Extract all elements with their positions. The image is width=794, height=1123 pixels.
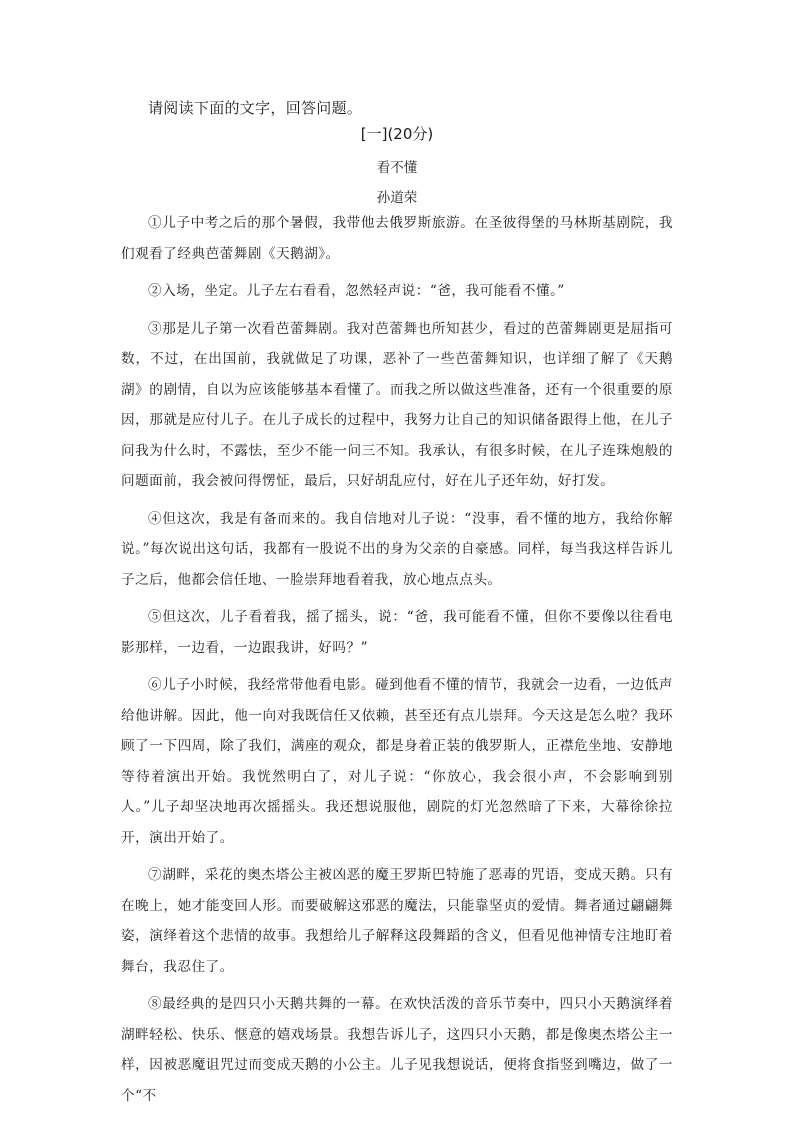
paragraph-6: ⑥儿子小时候，我经常带他看电影。碰到他看不懂的情节，我就会一边看，一边低声给他讲解。因此，他一向对我既信任又依赖，甚至还有点儿崇拜。今天这是怎么啦？我环顾了一下四周，除了我们，满座的观众，都是身着正装的俄罗斯人，正襟危坐地、安静地等待着演出开始。我恍然明白了，对儿子说：“你放心，我会很小声，不会影响到别人。”儿子却坚决地再次摇摇头。我还想说服他，剧院的灯光忽然暗了下来，大幕徐徐拉开，演出开始了。 [121,677,673,846]
paragraph-2: ②入场，坐定。儿子左右看看，忽然轻声说：“爸，我可能看不懂。” [148,283,565,299]
article-title: 看不懂 [376,160,418,176]
paragraph-1: ①儿子中考之后的那个暑假，我带他去俄罗斯旅游。在圣彼得堡的马林斯基剧院，我们观看了经典芭蕾舞剧《天鹅湖》。 [121,215,673,262]
article-author: 孙道荣 [376,190,418,206]
paragraph-7: ⑦湖畔，采花的奥杰塔公主被凶恶的魔王罗斯巴特施了恶毒的咒语，变成天鹅。只有在晚上，她才能变回人形。而要破解这邪恶的魔法，只能靠坚贞的爱情。舞者通过翩翩舞姿，演绎着这个悲情的故事。我想给儿子解释这段舞蹈的含义，但看见他神情专注地盯着舞台，我忍住了。 [121,867,673,975]
paragraph-5: ⑤但这次，儿子看着我，摇了摇头，说：“爸，我可能看不懂，但你不要像以往看电影那样，一边看，一边跟我讲，好吗？” [121,609,673,656]
paragraph-8: ⑧最经典的是四只小天鹅共舞的一幕。在欢快活泼的音乐节奏中，四只小天鹅演绎着湖畔轻松、快乐、惬意的嬉戏场景。我想告诉儿子，这四只小天鹅，都是像奥杰塔公主一样，因被恶魔诅咒过而变成天鹅的小公主。儿子见我想说话，便将食指竖到嘴边，做了一个“不 [121,996,673,1104]
paragraph-3: ③那是儿子第一次看芭蕾舞剧。我对芭蕾舞也所知甚少，看过的芭蕾舞剧更是屈指可数，不过，在出国前，我就做足了功课，恶补了一些芭蕾舞知识，也详细了解了《天鹅湖》的剧情，自以为应该能够基本看懂了。而我之所以做这些准备，还有一个很重要的原因，那就是应付儿子。在儿子成长的过程中，我努力让自己的知识储备跟得上他，在儿子问我为什么时，不露怯，至少不能一问三不知。我承认，有很多时候，在儿子连珠炮般的问题面前，我会被问得愣怔，最后，只好胡乱应付，好在儿子还年幼，好打发。 [121,320,673,489]
question-instruction: 请阅读下面的文字，回答问题。 [148,99,363,117]
paragraph-4: ④但这次，我是有备而来的。我自信地对儿子说：“没事，看不懂的地方，我给你解说。”每次说出这句话，我都有一股说不出的身为父亲的自豪感。同样，每当我这样告诉儿子之后，他都会信任地、一脸崇拜地看着我，放心地点点头。 [121,510,673,588]
article-body [121,208,673,1118]
section-title: [一](20分) [360,125,434,143]
